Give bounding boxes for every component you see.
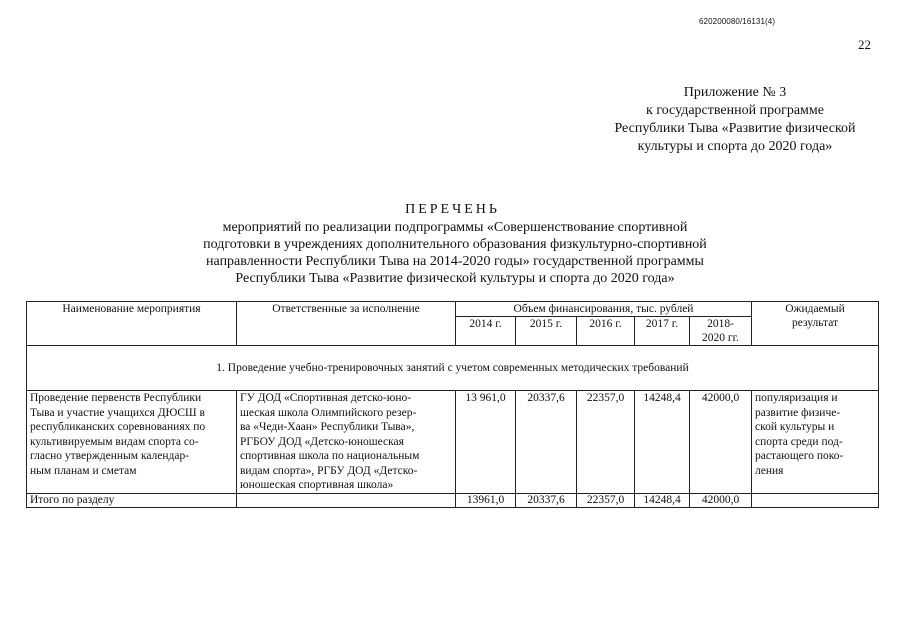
appendix-line: к государственной программе xyxy=(646,103,824,118)
appendix-block xyxy=(560,84,905,156)
subtitle-line: подготовки в учреждениях дополнительного образования физкультурно-спортивной xyxy=(203,237,707,252)
cell-line: спорта среди под- xyxy=(755,435,843,448)
appendix-line: Республики Тыва «Развитие физической xyxy=(614,121,856,136)
value-2017: 14248,4 xyxy=(635,391,690,494)
cell-line: Проведение первенств Республики xyxy=(30,392,202,404)
header-year: 2017 г. xyxy=(635,317,690,346)
cell-line: культивируемым видам спорта со- xyxy=(30,435,199,448)
subtitle-line: мероприятий по реализации подпрограммы «Совершенствование спортивной xyxy=(222,220,688,235)
subtitle-line: Республики Тыва «Развитие физической культуры и спорта до 2020 года» xyxy=(235,271,675,286)
header-result-line: результат xyxy=(791,317,839,329)
header-name: Наименование мероприятия xyxy=(27,302,237,346)
header-year-range-line: 2018- xyxy=(707,318,734,330)
cell-line: популяризация и xyxy=(755,392,838,404)
cell-line: Тыва и участие учащихся ДЮСШ в xyxy=(30,406,205,419)
cell-line: развитие физиче- xyxy=(755,406,841,419)
header-result-line: Ожидаемый xyxy=(785,303,845,315)
cell-line: спортивная школа по национальным xyxy=(240,450,420,462)
total-row xyxy=(27,493,879,507)
header-year-range xyxy=(690,317,752,346)
header-funding: Объем финансирования, тыс. рублей xyxy=(456,302,752,317)
total-2018-2020: 42000,0 xyxy=(690,493,752,507)
subtitle-line: направленности Республики Тыва на 2014-2020 годы» государственной программы xyxy=(206,254,704,269)
activities-table xyxy=(26,301,879,508)
cell-line: ным планам и сметам xyxy=(30,464,137,477)
total-2014: 13961,0 xyxy=(456,493,516,507)
header-result xyxy=(752,302,879,346)
cell-line: ва «Чеди-Хаан» Республики Тыва», xyxy=(240,421,415,433)
total-empty-cell xyxy=(752,493,879,507)
header-row xyxy=(27,302,879,317)
document-title: ПЕРЕЧЕНЬ xyxy=(405,202,500,217)
cell-line: ской культуры и xyxy=(755,421,835,433)
document-subtitle xyxy=(150,219,760,287)
header-year-range-line: 2020 гг. xyxy=(702,332,739,344)
value-2018-2020: 42000,0 xyxy=(690,391,752,494)
value-2015: 20337,6 xyxy=(516,391,577,494)
header-year: 2016 г. xyxy=(577,317,635,346)
section-title: 1. Проведение учебно-тренировочных занятий с учетом современных методических требований xyxy=(27,346,879,391)
activity-name-cell xyxy=(27,391,237,494)
document-id: 620200080/16131(4) xyxy=(699,17,776,26)
value-2016: 22357,0 xyxy=(577,391,635,494)
section-row xyxy=(27,346,879,391)
cell-line: РГБОУ ДОД «Детско-юношеская xyxy=(240,435,404,448)
result-cell xyxy=(752,391,879,494)
header-responsible: Ответственные за исполнение xyxy=(237,302,456,346)
cell-line: ления xyxy=(755,464,784,477)
appendix-line: Приложение № 3 xyxy=(683,85,787,100)
total-empty-cell xyxy=(237,493,456,507)
header-year: 2014 г. xyxy=(456,317,516,346)
cell-line: республиканских соревнованиях по xyxy=(30,421,206,433)
total-2016: 22357,0 xyxy=(577,493,635,507)
responsible-cell xyxy=(237,391,456,494)
cell-line: гласно утвержденным календар- xyxy=(30,450,190,462)
appendix-line: культуры и спорта до 2020 года» xyxy=(637,139,833,154)
table-row xyxy=(27,391,879,494)
page-number: 22 xyxy=(858,37,871,52)
total-2017: 14248,4 xyxy=(635,493,690,507)
total-2015: 20337,6 xyxy=(516,493,577,507)
value-2014: 13 961,0 xyxy=(456,391,516,494)
total-label: Итого по разделу xyxy=(27,493,237,507)
cell-line: юношеская спортивная школа» xyxy=(240,479,394,491)
cell-line: видам спорта», РГБУ ДОД «Детско- xyxy=(240,464,418,477)
header-year: 2015 г. xyxy=(516,317,577,346)
cell-line: растающего поко- xyxy=(755,450,844,462)
cell-line: шеская школа Олимпийского резер- xyxy=(240,406,417,419)
cell-line: ГУ ДОД «Спортивная детско-юно- xyxy=(240,392,412,404)
